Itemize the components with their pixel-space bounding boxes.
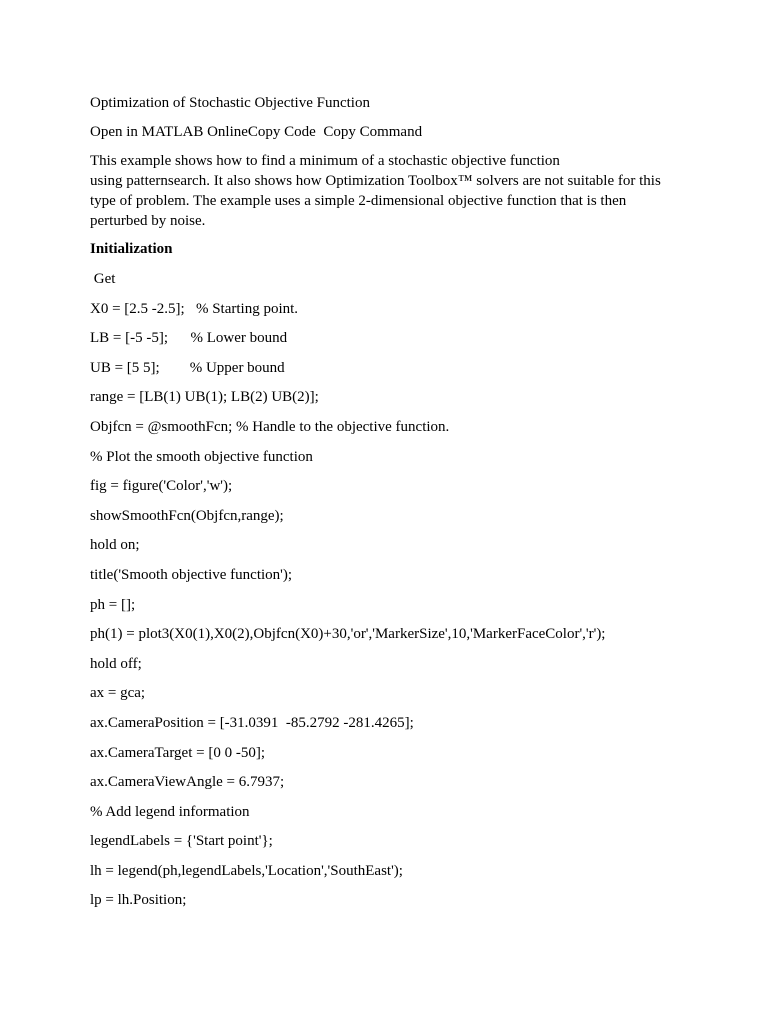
code-line: Get xyxy=(90,271,116,287)
code-line: title('Smooth objective function'); xyxy=(90,566,293,583)
code-line: % Plot the smooth objective function xyxy=(90,448,313,465)
intro-paragraph xyxy=(90,151,680,231)
code-line: fig = figure('Color','w'); xyxy=(90,478,233,495)
code-line: hold off; xyxy=(90,655,142,672)
code-line: ph(1) = plot3(X0(1),X0(2),Objfcn(X0)+30,'or','MarkerSize',10,'MarkerFaceColor','r'); xyxy=(90,626,606,643)
code-line: range = [LB(1) UB(1); LB(2) UB(2)]; xyxy=(90,389,319,406)
code-line: X0 = [2.5 -2.5]; % Starting point. xyxy=(90,300,299,317)
intro-rest: using patternsearch. It also shows how Optimization Toolbox™ solvers are not suitable for this type of problem. The example uses a simple 2-dimensional objective function that is then perturbed by noise. xyxy=(90,173,661,229)
code-line: ph = []; xyxy=(90,596,136,613)
code-line: lh = legend(ph,legendLabels,'Location','SouthEast'); xyxy=(90,862,403,879)
code-line: showSmoothFcn(Objfcn,range); xyxy=(90,507,284,524)
code-line: ax.CameraViewAngle = 6.7937; xyxy=(90,774,285,791)
code-line: % Add legend information xyxy=(90,803,250,820)
code-line: ax = gca; xyxy=(90,685,146,702)
code-line: Objfcn = @smoothFcn; % Handle to the objective function. xyxy=(90,418,450,435)
section-heading-initialization: Initialization xyxy=(90,241,173,257)
code-line: LB = [-5 -5]; % Lower bound xyxy=(90,330,288,347)
document-page xyxy=(90,93,680,920)
code-line: lp = lh.Position; xyxy=(90,892,187,909)
code-line: UB = [5 5]; % Upper bound xyxy=(90,359,285,376)
intro-line-1: This example shows how to find a minimum of a stochastic objective function xyxy=(90,153,560,169)
open-copy-links[interactable]: Open in MATLAB OnlineCopy Code Copy Command xyxy=(90,124,423,140)
code-line: ax.CameraTarget = [0 0 -50]; xyxy=(90,744,265,761)
code-line: hold on; xyxy=(90,537,140,554)
document-title: Optimization of Stochastic Objective Function xyxy=(90,95,370,111)
code-line: ax.CameraPosition = [-31.0391 -85.2792 -281.4265]; xyxy=(90,714,414,731)
code-line: legendLabels = {'Start point'}; xyxy=(90,833,273,850)
